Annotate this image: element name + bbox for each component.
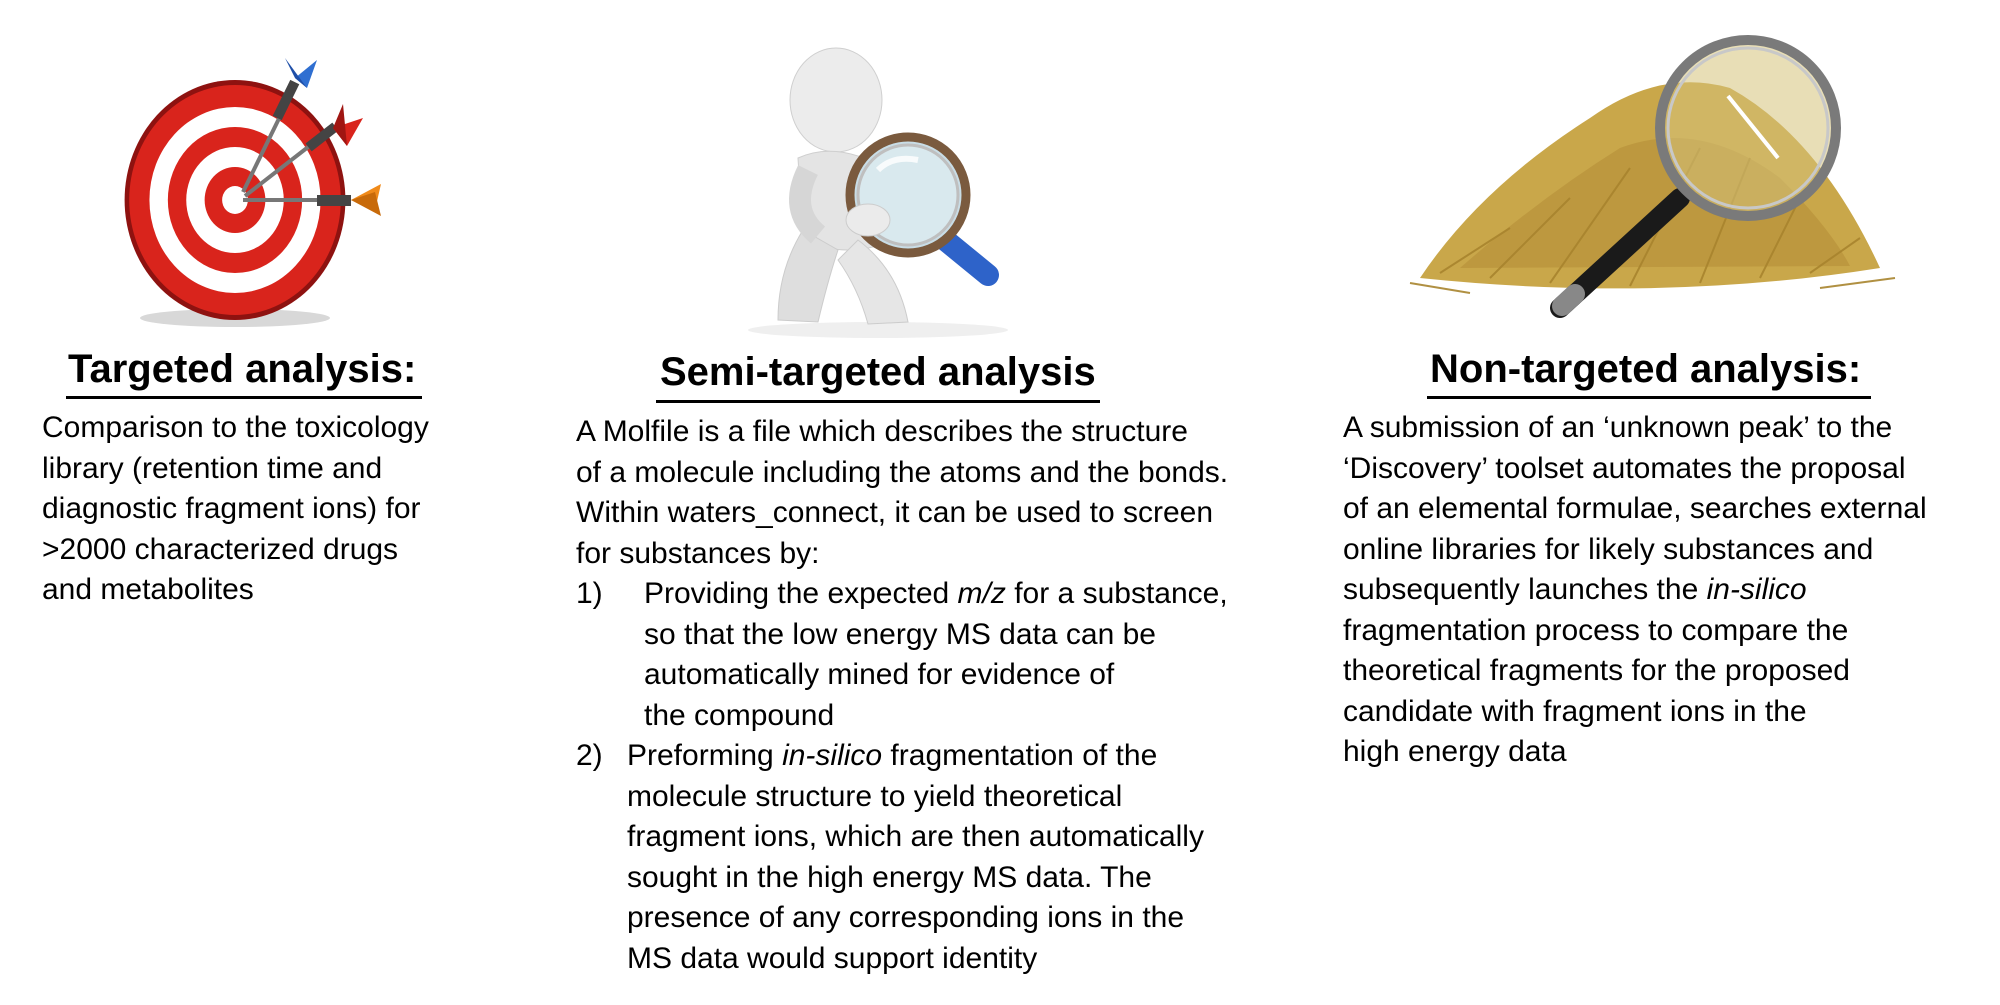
intro-line: of a molecule including the atoms and the bonds.	[576, 455, 1229, 489]
targeted-heading-underline	[66, 396, 422, 399]
targeted-line: Comparison to the toxicology	[42, 411, 429, 444]
haystack-magnifier-icon	[1400, 28, 1900, 328]
intro-line: for substances by:	[576, 536, 820, 570]
non-targeted-description	[1343, 408, 1927, 773]
list-line: the compound	[644, 698, 835, 732]
list-line: so that the low energy MS data can be	[644, 617, 1156, 651]
list-number: 2)	[576, 739, 603, 772]
dartboard-icon	[85, 50, 385, 330]
targeted-line: library (retention time and	[42, 451, 383, 485]
intro-line: A Molfile is a file which describes the structure	[576, 415, 1188, 448]
non-targeted-line: fragmentation process to compare the	[1343, 613, 1849, 647]
list-line: automatically mined for evidence of	[644, 658, 1115, 691]
non-targeted-heading-underline	[1427, 396, 1871, 399]
non-targeted-line: theoretical fragments for the proposed	[1343, 654, 1850, 687]
list-line: Providing the expected m/z for a substance,	[644, 577, 1228, 610]
list-line: presence of any corresponding ions in the	[627, 901, 1185, 934]
list-line: sought in the high energy MS data. The	[627, 860, 1152, 894]
semi-targeted-heading: Semi-targeted analysis	[660, 350, 1096, 394]
targeted-line: >2000 characterized drugs	[42, 532, 399, 566]
non-targeted-line: candidate with fragment ions in the	[1343, 694, 1807, 728]
semi-targeted-heading-underline	[656, 400, 1100, 403]
non-targeted-line: high energy data	[1343, 735, 1567, 768]
semi-targeted-list	[576, 574, 1228, 979]
non-targeted-line: subsequently launches the in-silico	[1343, 573, 1807, 606]
list-line: molecule structure to yield theoretical	[627, 779, 1123, 813]
targeted-description	[42, 408, 429, 611]
non-targeted-heading: Non-targeted analysis:	[1430, 347, 1862, 391]
targeted-line: diagnostic fragment ions) for	[42, 492, 421, 525]
list-line: fragment ions, which are then automatically	[627, 820, 1204, 853]
non-targeted-line: of an elemental formulae, searches external	[1343, 492, 1927, 525]
intro-line: Within waters_connect, it can be used to screen	[576, 496, 1214, 529]
list-item	[576, 574, 1228, 736]
list-line: MS data would support identity	[627, 941, 1038, 975]
list-item	[576, 736, 1228, 979]
list-number: 1)	[576, 577, 603, 610]
non-targeted-line: online libraries for likely substances and	[1343, 532, 1874, 566]
targeted-line: and metabolites	[42, 573, 254, 606]
list-line: Preforming in-silico fragmentation of the	[627, 739, 1158, 772]
targeted-heading: Targeted analysis:	[68, 347, 417, 391]
non-targeted-line: A submission of an ‘unknown peak’ to the	[1343, 411, 1893, 444]
non-targeted-line: ‘Discovery’ toolset automates the proposal	[1343, 451, 1906, 485]
figure-with-magnifier-icon	[718, 30, 1048, 340]
semi-targeted-intro	[576, 412, 1228, 574]
